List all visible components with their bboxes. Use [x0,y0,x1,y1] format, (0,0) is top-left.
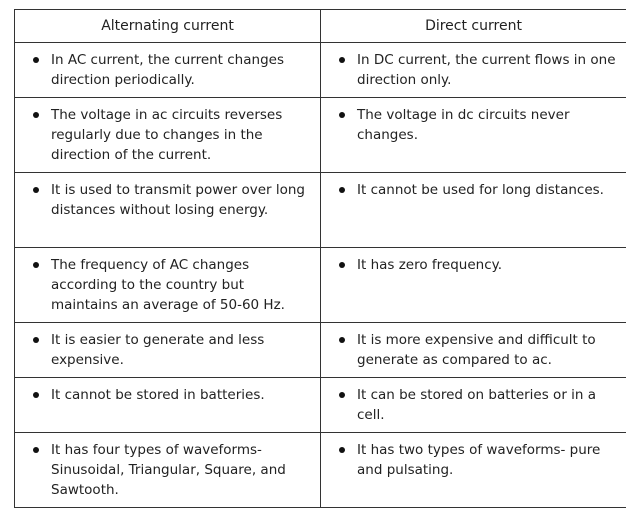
bullet-icon [29,105,51,125]
list-item [29,440,312,500]
bullet-icon [335,440,357,460]
dc-text: In DC current, the current flows in one direction only. [357,52,616,88]
list-item [29,255,312,315]
ac-text: It has four types of waveforms- Sinusoidal, Triangular, Square, and Sawtooth. [51,442,286,498]
dc-cell [321,433,626,508]
bullet-icon [29,50,51,70]
list-item [335,385,618,425]
dc-cell [321,378,626,433]
dc-text: It cannot be used for long distances. [357,182,604,198]
dc-cell [321,323,626,378]
header-alternating-current: Alternating current [15,10,321,43]
list-item [335,440,618,480]
list-item [335,330,618,370]
ac-cell [15,378,321,433]
list-item [29,105,312,165]
ac-cell [15,98,321,173]
dc-cell [321,98,626,173]
list-item [335,255,618,275]
ac-cell [15,248,321,323]
table-row [15,323,626,378]
dc-text: It is more expensive and difficult to generate as compared to ac. [357,332,596,368]
comparison-table [14,9,626,508]
bullet-icon [29,385,51,405]
ac-text: In AC current, the current changes direction periodically. [51,52,284,88]
bullet-icon [335,105,357,125]
dc-cell [321,43,626,98]
ac-cell [15,173,321,248]
table-row [15,433,626,508]
table-row [15,173,626,248]
bullet-icon [335,385,357,405]
dc-text: It can be stored on batteries or in a cell. [357,387,597,423]
ac-cell [15,43,321,98]
bullet-icon [29,255,51,275]
list-item [335,105,618,145]
table-row [15,98,626,173]
bullet-icon [335,180,357,200]
dc-cell [321,173,626,248]
list-item [335,180,618,200]
table-row [15,43,626,98]
bullet-icon [29,180,51,200]
ac-cell [15,323,321,378]
table-row [15,248,626,323]
ac-text: The voltage in ac circuits reverses regularly due to changes in the direction of the current. [51,107,283,163]
dc-text: The voltage in dc circuits never changes. [357,107,570,143]
dc-cell [321,248,626,323]
bullet-icon [335,255,357,275]
table-row [15,378,626,433]
ac-text: It cannot be stored in batteries. [51,387,265,403]
dc-text: It has zero frequency. [357,257,502,273]
bullet-icon [29,440,51,460]
dc-text: It has two types of waveforms- pure and pulsating. [357,442,601,478]
ac-text: It is used to transmit power over long distances without losing energy. [51,182,305,218]
ac-text: The frequency of AC changes according to the country but maintains an average of 50-60 Hz. [51,257,285,313]
ac-text: It is easier to generate and less expensive. [51,332,265,368]
list-item [29,330,312,370]
list-item [29,385,312,405]
header-row [15,10,626,43]
list-item [29,180,312,220]
bullet-icon [335,50,357,70]
bullet-icon [29,330,51,350]
bullet-icon [335,330,357,350]
ac-cell [15,433,321,508]
list-item [29,50,312,90]
header-direct-current: Direct current [321,10,626,43]
list-item [335,50,618,90]
